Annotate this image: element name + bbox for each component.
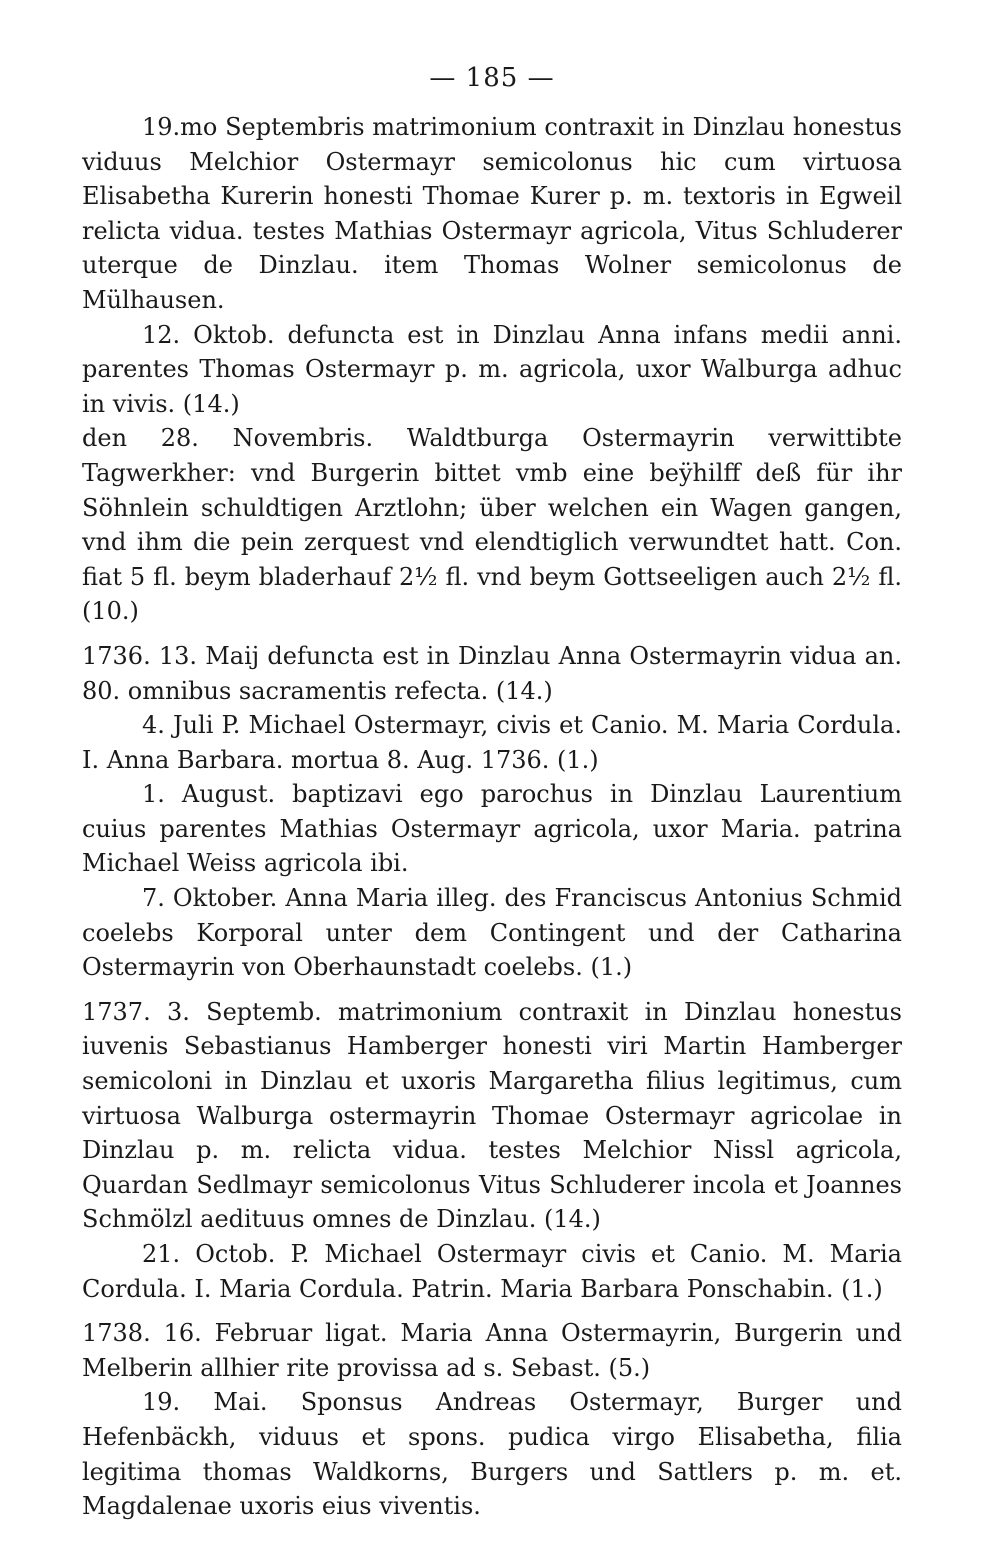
entry-baptism-anna-barbara: 4. Juli P. Michael Ostermayr, civis et Canio. M. Maria Cordula. I. Anna Barbara. mortua 8. Aug. 1736. (1.): [82, 711, 902, 774]
entry-marriage-andreas-ostermayr: 19. Mai. Sponsus Andreas Ostermayr, Burger und Hefenbäckh, viduus et spons. pudica virgo Elisabetha, filia legitima thomas Waldkorns, Burgers und Sattlers p. m. et. Magdalenae uxoris eius viventis.: [82, 1388, 902, 1521]
entry-1737-marriage-hamberger: 1737. 3. Septemb. matrimonium contraxit in Dinzlau honestus iuvenis Sebastianus Hamberger honesti viri Martin Hamberger semicoloni in Dinzlau et uxoris Margaretha filius legitimus, cum virtuosa Walburga ostermayrin Thomae Ostermayr agricolae in Dinzlau p. m. relicta vidua. testes Melchior Nissl agricola, Quardan Sedlmayr semicolonus Vitus Schluderer incola et Joannes Schmölzl aedituus omnes de Dinzlau. (14.): [82, 997, 902, 1234]
entry-waldtburga-petition: den 28. Novembris. Waldtburga Ostermayrin verwittibte Tagwerkher: vnd Burgerin bittet vmb eine beÿhilff deß für ihr Söhnlein schuldtigen Arztlohn; über welchen ein Wagen gangen, vnd ihm die pein zerquest vnd elendtiglich verwundtet hatt. Con. fiat 5 fl. beym bladerhauf 2½ fl. vnd beym Gottseeligen auch 2½ fl. (10.): [82, 424, 902, 626]
entry-illegitimate-anna-maria: 7. Oktober. Anna Maria illeg. des Franciscus Antonius Schmid coelebs Korporal unter dem Contingent und der Catharina Ostermayrin von Oberhaunstadt coelebs. (1.): [82, 884, 902, 982]
entry-1738-maria-anna: 1738. 16. Februar ligat. Maria Anna Ostermayrin, Burgerin und Melberin allhier rite provissa ad s. Sebast. (5.): [82, 1319, 902, 1382]
document-page: [82, 58, 902, 1524]
entry-1736-death-anna: 1736. 13. Maij defuncta est in Dinzlau Anna Ostermayrin vidua an. 80. omnibus sacramentis refecta. (14.): [82, 641, 902, 705]
entry-baptism-laurentium: 1. August. baptizavi ego parochus in Dinzlau Laurentium cuius parentes Mathias Ostermayr agricola, uxor Maria. patrina Michael Weiss agricola ibi.: [82, 780, 902, 878]
entry-baptism-maria-cordula: 21. Octob. P. Michael Ostermayr civis et Canio. M. Maria Cordula. I. Maria Cordula. Patrin. Maria Barbara Ponschabin. (1.): [82, 1240, 902, 1303]
page-number: — 185 —: [429, 63, 555, 93]
entry-marriage-ostermayr-kurerin: 19.mo Septembris matrimonium contraxit in Dinzlau honestus viduus Melchior Ostermayr semicolonus hic cum virtuosa Elisabetha Kurerin honesti Thomae Kurer p. m. textoris in Egweil relicta vidua. testes Mathias Ostermayr agricola, Vitus Schluderer uterque de Dinzlau. item Thomas Wolner semicolonus de Mülhausen.: [82, 113, 902, 314]
entry-death-anna-infant: 12. Oktob. defuncta est in Dinzlau Anna infans medii anni. parentes Thomas Ostermayr p. m. agricola, uxor Walburga adhuc in vivis. (14.): [82, 320, 902, 418]
